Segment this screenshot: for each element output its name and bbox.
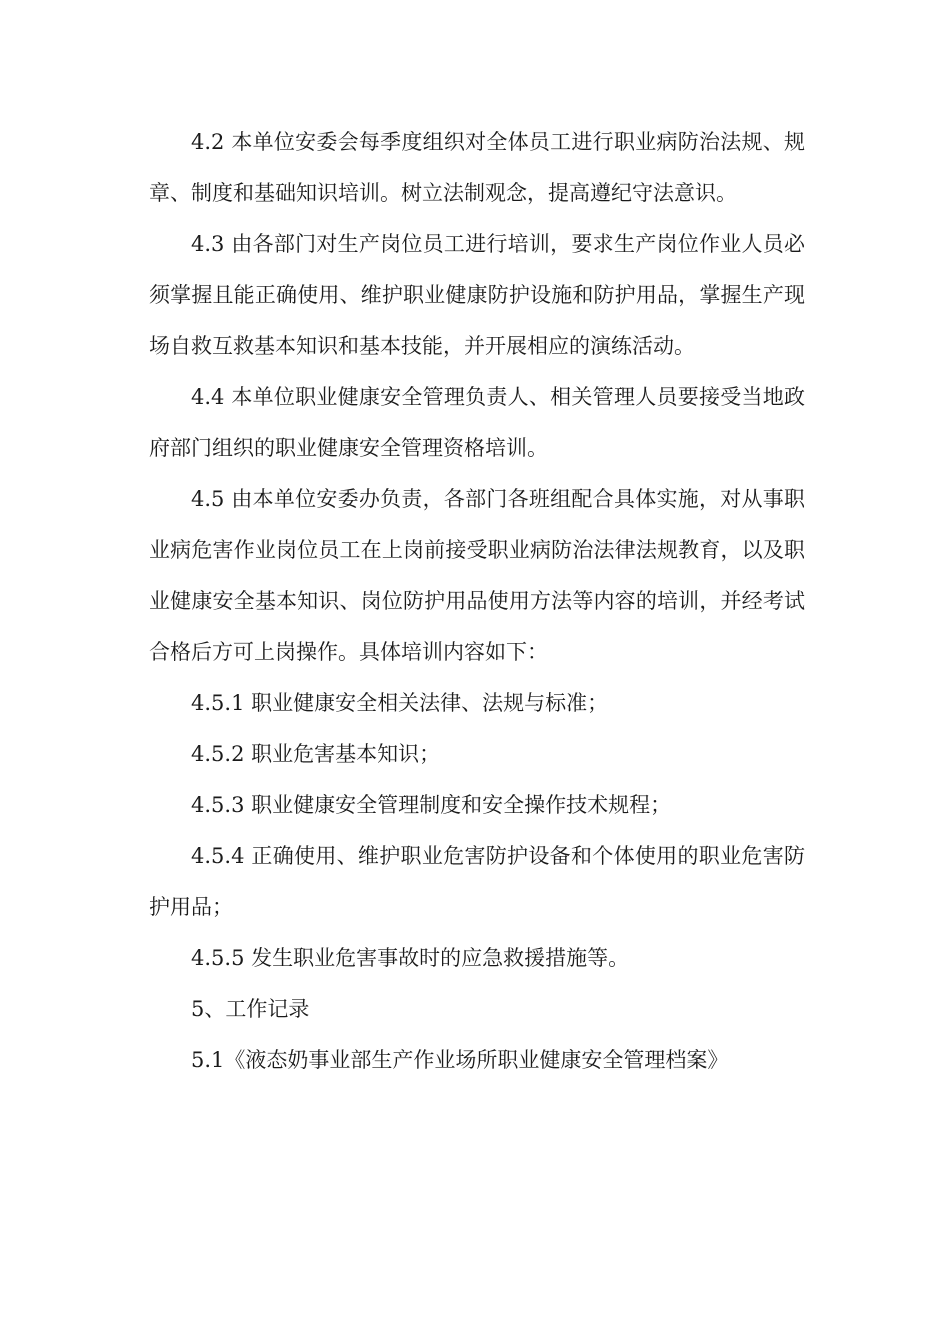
paragraph-4-5-3: 4.5.3 职业健康安全管理制度和安全操作技术规程； [191,793,672,817]
paragraph-5-1: 5.1《液态奶事业部生产作业场所职业健康安全管理档案》 [191,1048,729,1072]
paragraph-4-3: 4.3 由各部门对生产岗位员工进行培训，要求生产岗位作业人员必须掌握且能正确使用、维护职业健康防护设施和防护用品，掌握生产现场自救互救基本知识和基本技能，并开展相应的演练活动。 [149,232,805,358]
paragraph-4-5-5: 4.5.5 发生职业危害事故时的应急救援措施等。 [191,946,630,970]
paragraph-4-5-4: 4.5.4 正确使用、维护职业危害防护设备和个体使用的职业危害防护用品； [149,844,805,919]
paragraph-4-5-2: 4.5.2 职业危害基本知识； [191,742,441,766]
paragraph-4-2: 4.2 本单位安委会每季度组织对全体员工进行职业病防治法规、规章、制度和基础知识培训。树立法制观念，提高遵纪守法意识。 [149,130,805,205]
paragraph-4-5: 4.5 由本单位安委办负责，各部门各班组配合具体实施，对从事职业病危害作业岗位员工在上岗前接受职业病防治法律法规教育，以及职业健康安全基本知识、岗位防护用品使用方法等内容的培训，并经考试合格后方可上岗操作。具体培训内容如下： [149,487,805,664]
section-heading-5: 5、工作记录 [191,997,310,1021]
paragraph-4-4: 4.4 本单位职业健康安全管理负责人、相关管理人员要接受当地政府部门组织的职业健康安全管理资格培训。 [149,385,805,460]
document-body [149,117,805,1086]
paragraph-4-5-1: 4.5.1 职业健康安全相关法律、法规与标准； [191,691,609,715]
